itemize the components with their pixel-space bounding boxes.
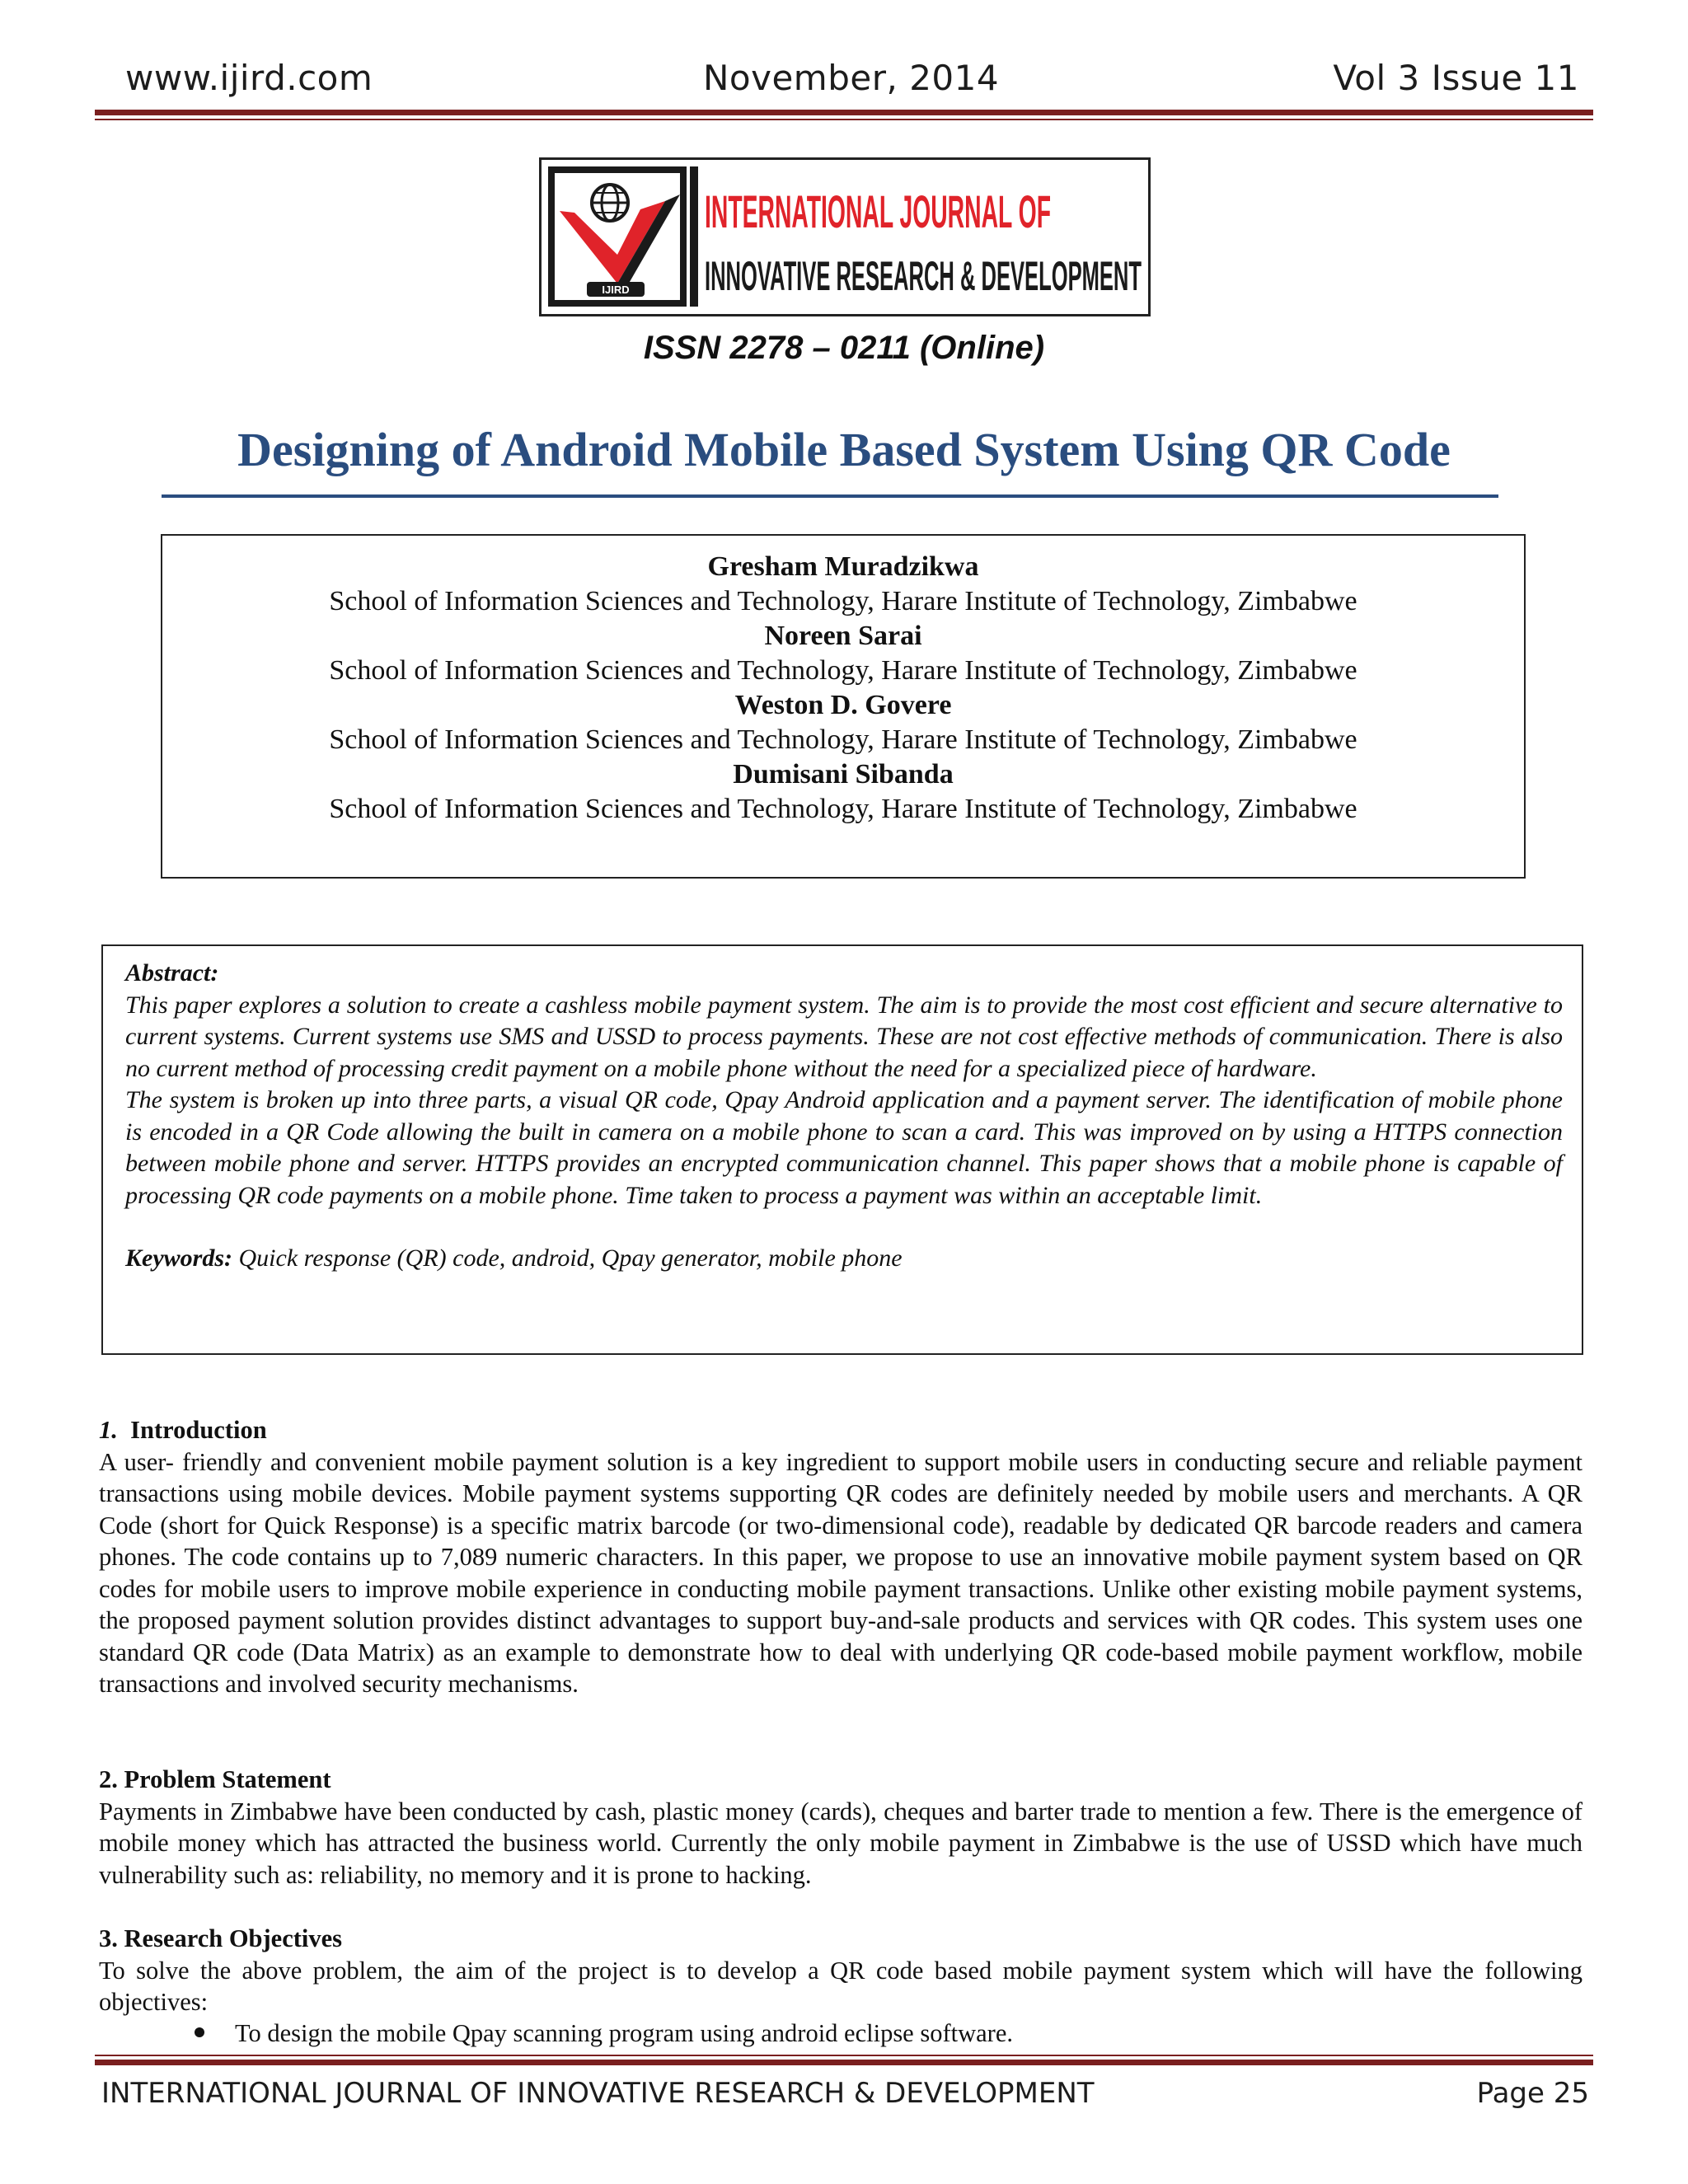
research-objectives-text: To solve the above problem, the aim of the project is to develop a QR code based mobile payment system which will have the following objectives:	[99, 1956, 1582, 2016]
logo-text-line2: INNOVATIVE RESEARCH & DEVELOPMENT	[705, 253, 1142, 299]
header-date: November, 2014	[703, 58, 1000, 98]
section-heading: 2. Problem Statement	[99, 1765, 331, 1793]
keywords-text: Quick response (QR) code, android, Qpay generator, mobile phone	[238, 1244, 903, 1272]
journal-logo	[539, 157, 1151, 316]
author-affiliation: School of Information Sciences and Technology, Harare Institute of Technology, Zimbabwe	[329, 586, 1357, 616]
footer-rule-thin	[95, 2055, 1593, 2056]
paper-title: Designing of Android Mobile Based System Using QR Code	[237, 423, 1451, 476]
header-website[interactable]: www.ijird.com	[125, 58, 373, 98]
author-name: Dumisani Sibanda	[733, 759, 954, 790]
author-name: Weston D. Govere	[734, 690, 952, 720]
logo-text-line1: INTERNATIONAL JOURNAL OF	[705, 185, 1051, 237]
header-rule-thin	[95, 119, 1593, 120]
authors-box	[161, 534, 1526, 879]
section-research-objectives	[99, 1923, 1582, 2018]
author-affiliation: School of Information Sciences and Technology, Harare Institute of Technology, Zimbabwe	[329, 794, 1357, 824]
author-affiliation: School of Information Sciences and Technology, Harare Institute of Technology, Zimbabwe	[329, 655, 1357, 686]
abstract-paragraph-2: The system is broken up into three parts, a visual QR code, Qpay Android application and a payment server. The identification of mobile phone is encoded in a QR Code allowing the built in camera on a mobile phone to scan a card. This was improved on by using a HTTPS connection between mobile phone and server. HTTPS provides an encrypted communication channel. This paper shows that a mobile phone is capable of processing QR code payments on a mobile phone. Time taken to process a payment was within an acceptable limit.	[125, 1086, 1563, 1209]
section-number: 1.	[99, 1416, 118, 1444]
section-introduction	[99, 1414, 1582, 1700]
logo-divider	[690, 166, 698, 307]
bullet-icon	[195, 2027, 204, 2037]
abstract-paragraph-1: This paper explores a solution to create a cashless mobile payment system. The aim is to provide the most cost efficient and secure alternative to current systems. Current systems use SMS and USSD to process payments. These are not cost effective methods of communication. There is also no current method of processing credit payment on a mobile phone without the need for a specialized piece of hardware.	[125, 991, 1563, 1082]
objective-list-item: To design the mobile Qpay scanning program using android eclipse software.	[235, 2019, 1013, 2047]
footer-rule	[95, 2060, 1593, 2065]
keywords-label: Keywords:	[125, 1244, 232, 1272]
abstract-box	[101, 944, 1583, 1355]
author-name: Noreen Sarai	[764, 621, 922, 651]
header-rule	[95, 110, 1593, 115]
author-affiliation: School of Information Sciences and Technology, Harare Institute of Technology, Zimbabwe	[329, 724, 1357, 755]
abstract-label: Abstract:	[125, 959, 219, 987]
footer-journal-name: INTERNATIONAL JOURNAL OF INNOVATIVE RESEARCH & DEVELOPMENT	[101, 2077, 1095, 2110]
problem-statement-text: Payments in Zimbabwe have been conducted by cash, plastic money (cards), cheques and barter trade to mention a few. There is the emergence of mobile money which has attracted the business world. Currently the only mobile payment in Zimbabwe is the use of USSD which have much vulnerability such as: reliability, no memory and it is prone to hacking.	[99, 1797, 1582, 1889]
footer-page-number: Page 25	[1476, 2077, 1589, 2110]
title-underline	[162, 494, 1498, 498]
author-name: Gresham Muradzikwa	[707, 551, 979, 582]
introduction-text: A user- friendly and convenient mobile payment solution is a key ingredient to support mobile users in conducting secure and reliable payment transactions using mobile devices. Mobile payment systems supporting QR codes are definitely needed by mobile users and merchants. A QR Code (short for Quick Response) is a specific matrix barcode (or two-dimensional code), readable by dedicated QR barcode readers and camera phones. The code contains up to 7,089 numeric characters. In this paper, we propose to use an innovative mobile payment system based on QR codes for mobile users to improve mobile experience in conducting mobile payment transactions. Unlike other existing mobile payment systems, the proposed payment solution provides distinct advantages to support buy-and-sale products and services with QR codes. This system uses one standard QR code (Data Matrix) as an example to demonstrate how to deal with underlying QR code-based mobile payment workflow, mobile transactions and involved security mechanisms.	[99, 1447, 1582, 1698]
logo-badge-text: IJIRD	[602, 284, 630, 296]
section-problem-statement	[99, 1764, 1582, 1891]
section-heading: Introduction	[130, 1416, 267, 1444]
section-heading: 3. Research Objectives	[99, 1924, 343, 1952]
issn: ISSN 2278 – 0211 (Online)	[643, 330, 1045, 366]
header-volume: Vol 3 Issue 11	[1333, 58, 1579, 98]
journal-logo-graphic	[542, 160, 1148, 314]
